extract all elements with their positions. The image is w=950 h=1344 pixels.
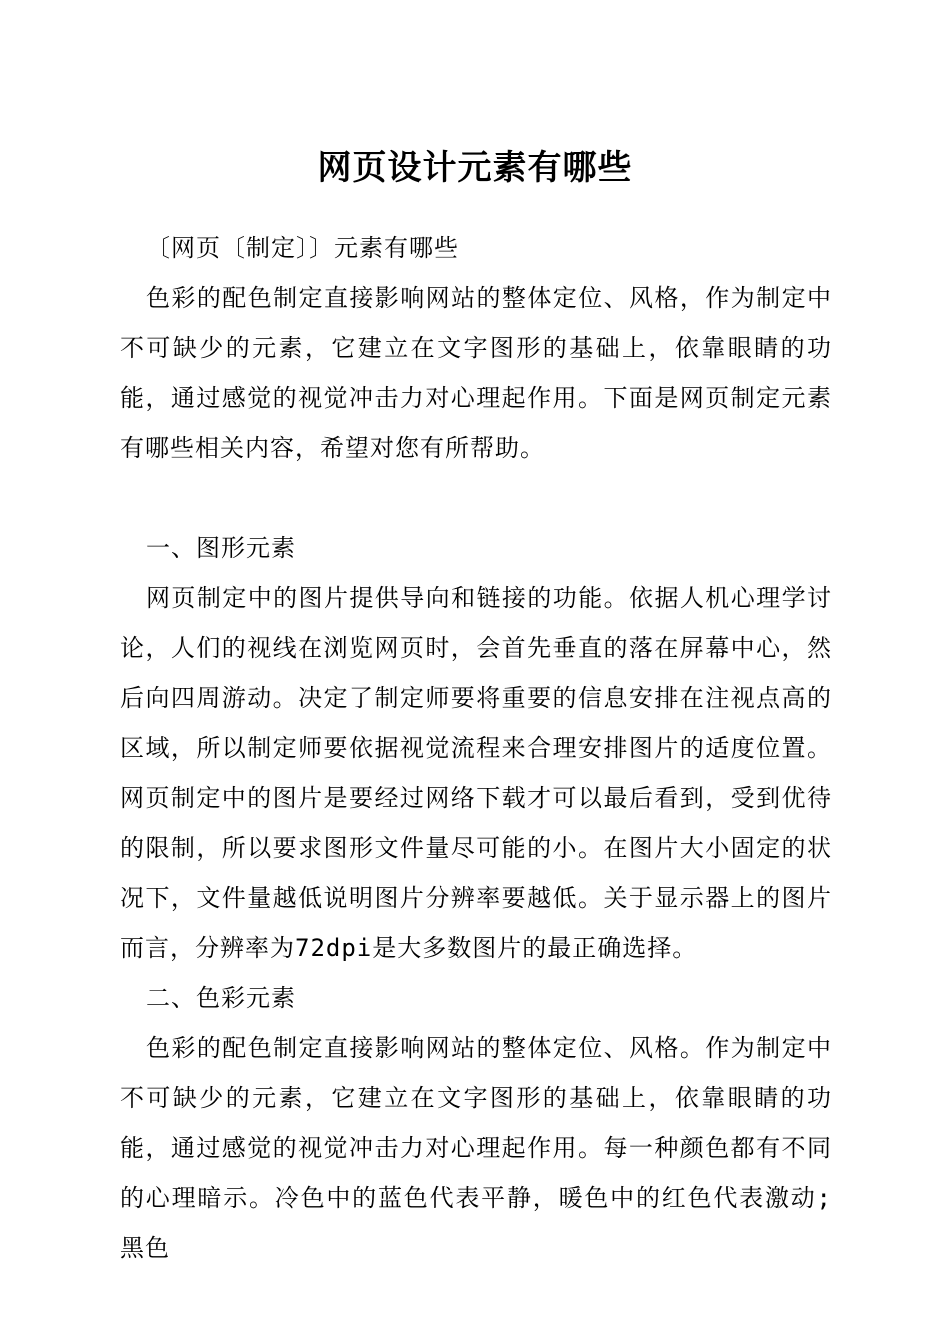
document-title: 网页设计元素有哪些 [317, 148, 633, 188]
section-heading-graphics: 一、图形元素 [146, 534, 296, 562]
section-paragraph-color: 色彩的配色制定直接影响网站的整体定位、风格。作为制定中不可缺少的元素，它建立在文字图形的基础上，依靠眼睛的功能，通过感觉的视觉冲击力对心理起作用。每一种颜色都有不同的心理暗示。冷色中的蓝色代表平静，暖色中的红色代表激动;黑色 [120, 1034, 832, 1262]
intro-paragraph: 色彩的配色制定直接影响网站的整体定位、风格，作为制定中不可缺少的元素，它建立在文字图形的基础上，依靠眼睛的功能，通过感觉的视觉冲击力对心理起作用。下面是网页制定元素有哪些相关内容，希望对您有所帮助。 [120, 284, 832, 462]
section-paragraph-graphics: 网页制定中的图片提供导向和链接的功能。依据人机心理学讨论，人们的视线在浏览网页时，会首先垂直的落在屏幕中心，然后向四周游动。决定了制定师要将重要的信息安排在注视点高的区域，所以制定师要依据视觉流程来合理安排图片的适度位置。网页制定中的图片是要经过网络下载才可以最后看到，受到优待的限制，所以要求图形文件量尽可能的小。在图片大小固定的状况下，文件量越低说明图片分辨率要越低。关于显示器上的图片而言，分辨率为72dpi是大多数图片的最正确选择。 [120, 584, 832, 962]
paragraph-spacer [120, 473, 832, 523]
section-heading-color: 二、色彩元素 [146, 984, 296, 1012]
document-subtitle: 〔网页〔制定〕〕元素有哪些 [146, 234, 459, 262]
document-body [120, 223, 832, 1273]
